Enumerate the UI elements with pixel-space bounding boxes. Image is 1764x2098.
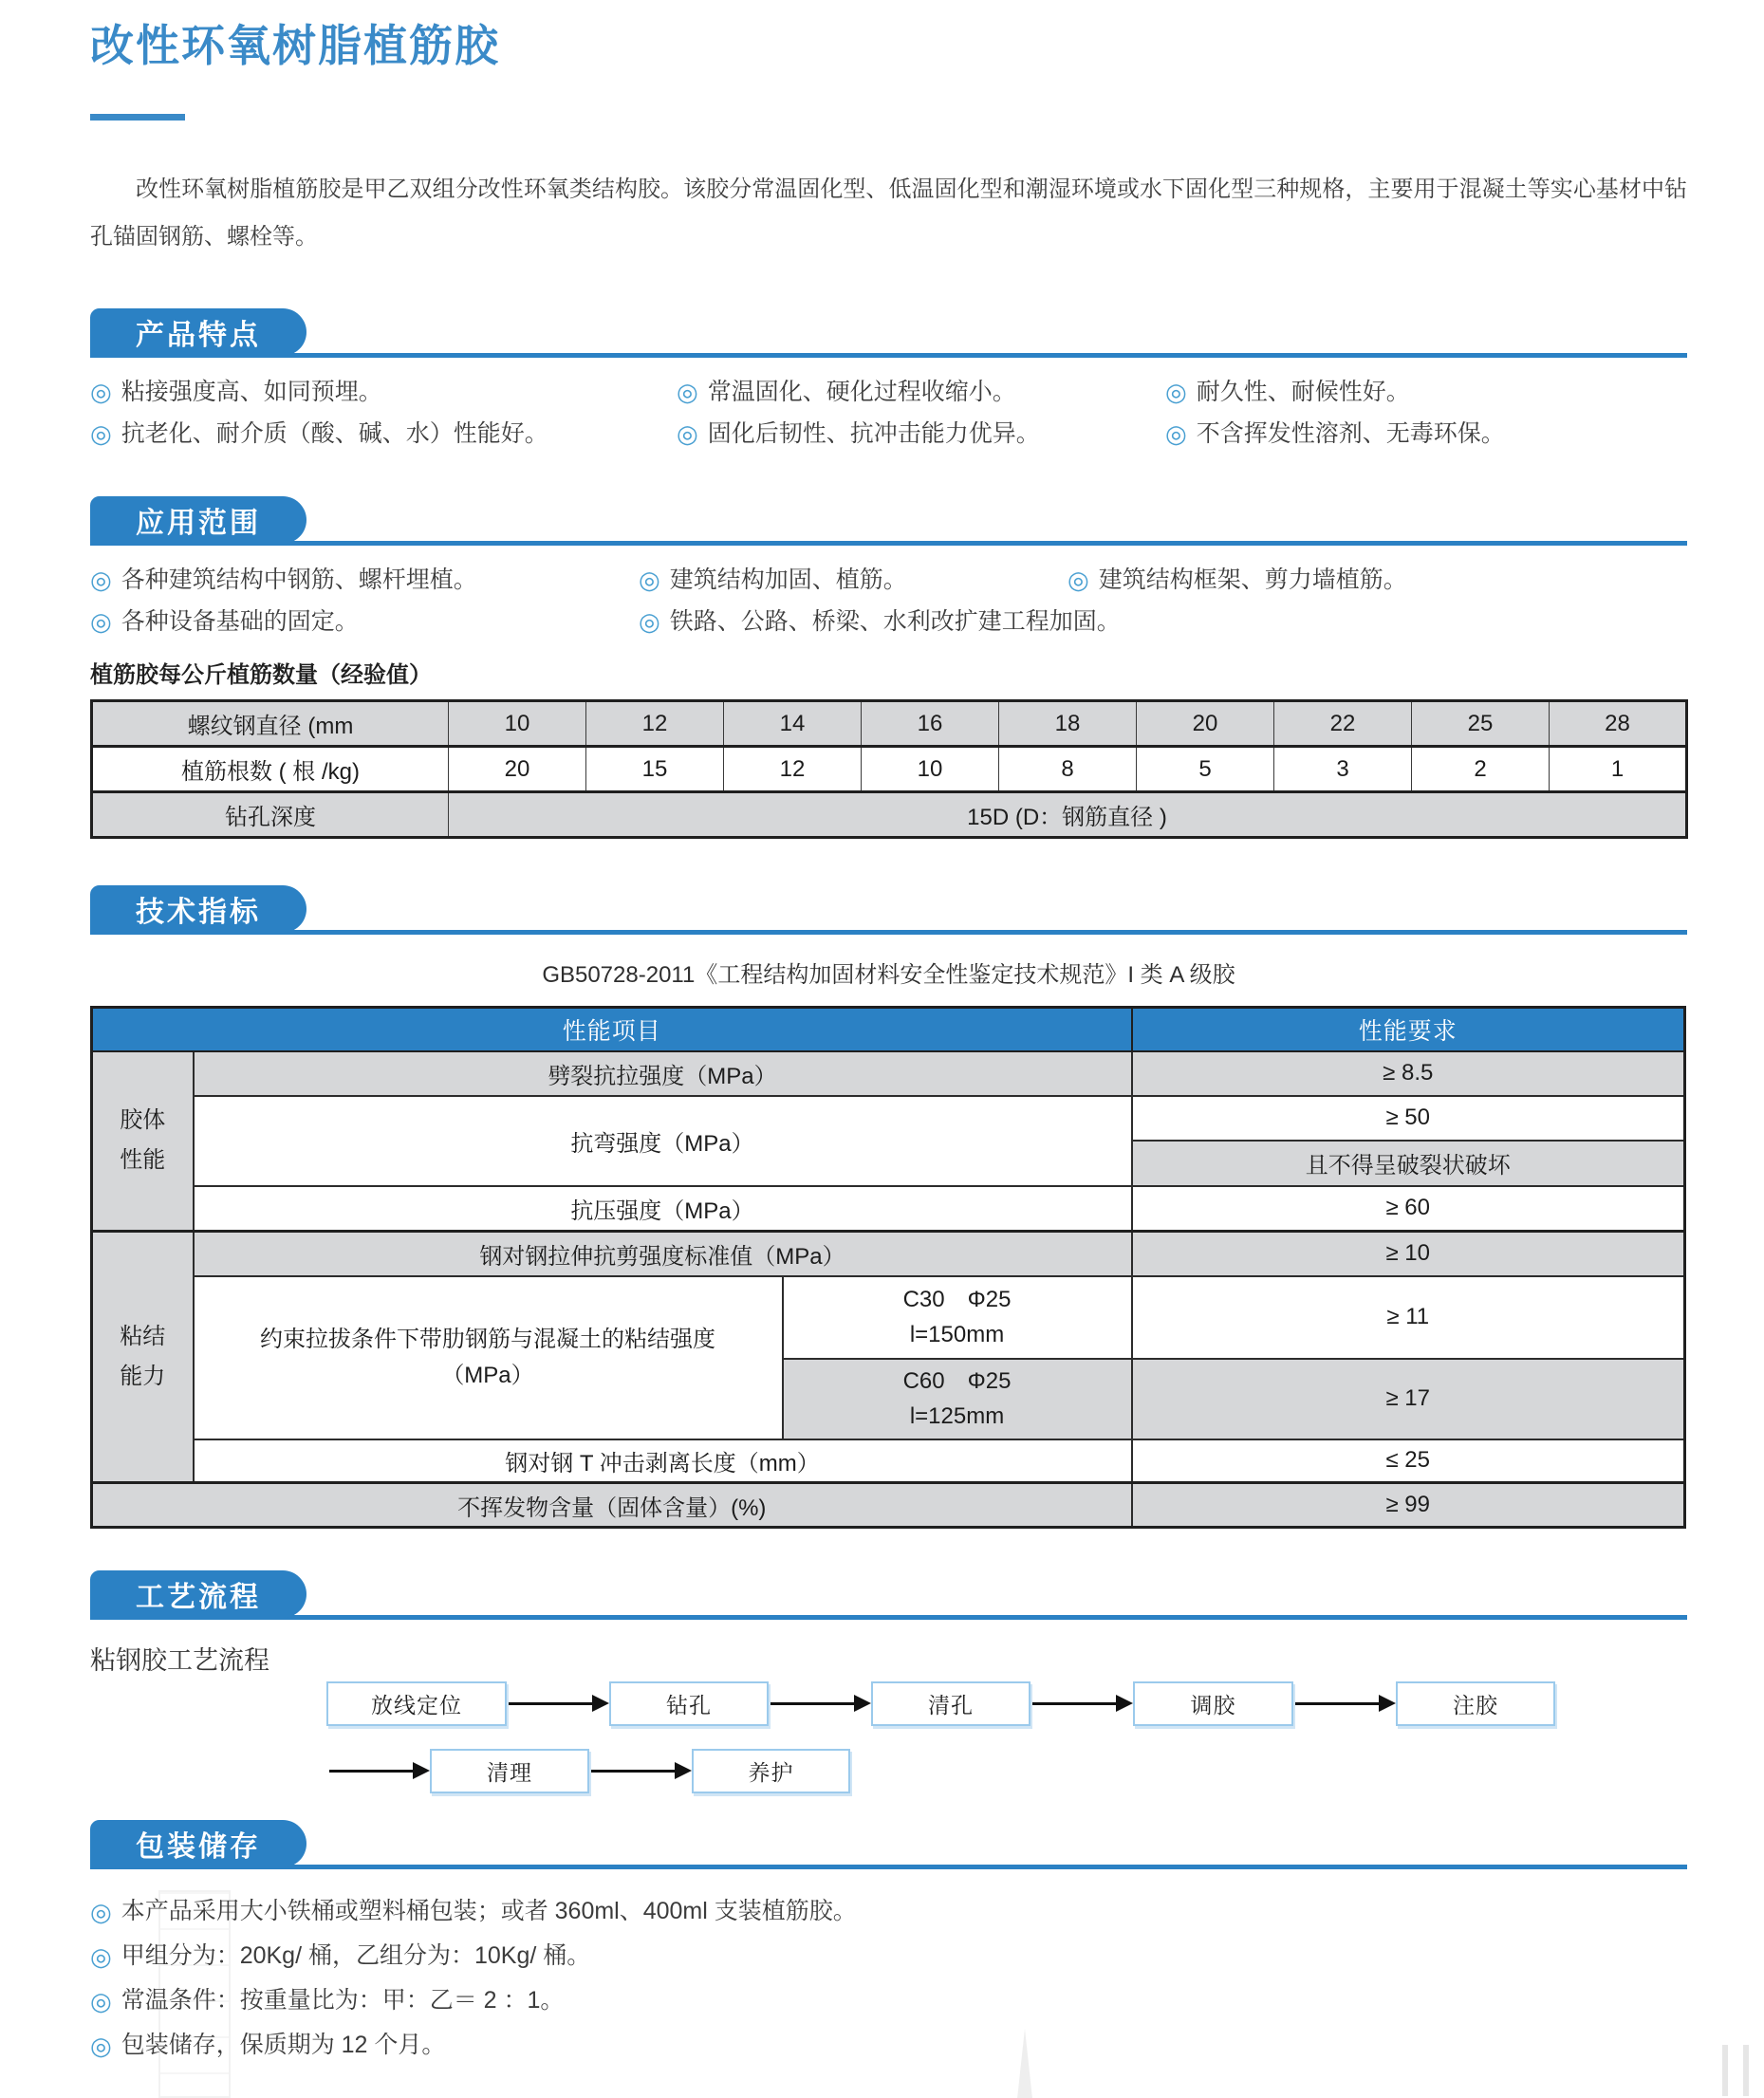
- watermark-structure-sketch: [158, 1890, 231, 2098]
- test-condition: [783, 1276, 1132, 1359]
- list-item: [90, 418, 677, 450]
- flow-step: 清孔: [871, 1681, 1031, 1726]
- flow-step: 清理: [430, 1749, 589, 1793]
- property-name: 抗弯强度（MPa）: [194, 1096, 1132, 1186]
- section-badge-features: 产品特点: [90, 308, 306, 356]
- list-item-text: 建筑结构加固、植筋。: [669, 566, 907, 593]
- section-header-features: [90, 307, 1687, 358]
- bullet-icon: ◎: [90, 2032, 112, 2060]
- list-item-text: 本产品采用大小铁桶或塑料桶包装；或者 360ml、400ml 支装植筋胶。: [121, 1898, 857, 1924]
- diameter-value: 18: [999, 701, 1137, 747]
- table-row: [92, 1232, 1685, 1276]
- table-row: [92, 1439, 1685, 1483]
- bullet-icon: ◎: [90, 419, 112, 448]
- standard-note: GB50728-2011《工程结构加固材料安全性鉴定技术规范》I 类 A 级胶: [542, 962, 1235, 988]
- list-item: [1165, 376, 1410, 408]
- table-row: [92, 1483, 1685, 1528]
- table-row: [92, 701, 1687, 747]
- list-item-text: 各种设备基础的固定。: [121, 608, 359, 635]
- group-label-bonding-ability: 粘结能力: [92, 1232, 194, 1483]
- depth-value: 15D (D：钢筋直径 ): [449, 792, 1687, 838]
- watermark-corner-marks: [1722, 2045, 1749, 2096]
- bullet-icon: ◎: [677, 378, 698, 406]
- list-item: [639, 564, 1068, 596]
- bullet-icon: ◎: [90, 1898, 112, 1926]
- condition-line2: l=125mm: [909, 1403, 1005, 1429]
- flow-arrow-icon: [327, 1762, 430, 1780]
- flow-arrow-icon: [589, 1762, 692, 1780]
- flow-step: 钻孔: [609, 1681, 769, 1726]
- requirement-value: ≥ 17: [1132, 1359, 1685, 1439]
- list-item: [1068, 564, 1407, 596]
- list-item-text: 耐久性、耐候性好。: [1196, 379, 1410, 405]
- section-rule: [90, 930, 1687, 935]
- process-flow-subtitle: 粘钢胶工艺流程: [90, 1646, 269, 1675]
- list-item-text: 各种建筑结构中钢筋、螺杆埋植。: [121, 566, 477, 593]
- section-header-tech: [90, 884, 1687, 935]
- bullet-icon: ◎: [90, 378, 112, 406]
- section-header-process: [90, 1569, 1687, 1620]
- list-item: [639, 605, 1121, 638]
- requirement-value: ≥ 8.5: [1132, 1051, 1685, 1096]
- section-badge-process: 工艺流程: [90, 1570, 306, 1618]
- count-value: 15: [586, 747, 724, 792]
- list-item-text: 铁路、公路、桥梁、水利改扩建工程加固。: [669, 608, 1121, 635]
- diameter-value: 25: [1412, 701, 1550, 747]
- section-header-packaging: [90, 1819, 1687, 1869]
- property-name-line1: 约束拉拔条件下带肋钢筋与混凝土的粘结强度: [260, 1326, 715, 1352]
- property-name: 不挥发物含量（固体含量）(%): [92, 1483, 1132, 1528]
- rebar-table-caption: 植筋胶每公斤植筋数量（经验值）: [90, 662, 432, 688]
- bullet-icon: ◎: [1165, 419, 1187, 448]
- applications-row-2: [90, 605, 1687, 638]
- count-value: 1: [1550, 747, 1687, 792]
- flow-arrow-icon: [1031, 1695, 1133, 1713]
- list-item-text: 常温固化、硬化过程收缩小。: [707, 379, 1016, 405]
- list-item-text: 抗老化、耐介质（酸、碱、水）性能好。: [121, 420, 548, 447]
- count-value: 3: [1274, 747, 1412, 792]
- bullet-icon: ◎: [90, 1942, 112, 1971]
- applications-list: [90, 564, 1687, 638]
- diameter-value: 12: [586, 701, 724, 747]
- condition-line2: l=150mm: [909, 1322, 1005, 1347]
- bullet-icon: ◎: [1068, 566, 1089, 594]
- requirement-note: 且不得呈破裂状破坏: [1132, 1141, 1685, 1186]
- section-rule: [90, 1615, 1687, 1620]
- bullet-icon: ◎: [639, 566, 660, 594]
- bullet-icon: ◎: [90, 607, 112, 636]
- section-rule: [90, 541, 1687, 546]
- count-value: 8: [999, 747, 1137, 792]
- table-row: [92, 1276, 1685, 1359]
- section-badge-tech: 技术指标: [90, 885, 306, 933]
- count-value: 5: [1137, 747, 1274, 792]
- requirement-value: ≥ 50: [1132, 1096, 1685, 1141]
- property-name: 劈裂抗拉强度（MPa）: [194, 1051, 1132, 1096]
- process-flow-row-1: [326, 1681, 1687, 1726]
- bullet-icon: ◎: [90, 1987, 112, 2015]
- packaging-row: [90, 1985, 1687, 2017]
- section-badge-packaging: 包装储存: [90, 1820, 306, 1867]
- bullet-icon: ◎: [90, 566, 112, 594]
- bullet-icon: ◎: [1165, 378, 1187, 406]
- features-row-1: [90, 376, 1687, 408]
- table-row: [92, 1096, 1685, 1141]
- table-row: [92, 1186, 1685, 1232]
- list-item: [677, 376, 1165, 408]
- title-underline-dash: [90, 114, 185, 121]
- diameter-value: 16: [862, 701, 999, 747]
- condition-line1: C30 Φ25: [902, 1287, 1012, 1312]
- row-header-count: 植筋根数 ( 根 /kg): [92, 747, 449, 792]
- list-item: [677, 418, 1165, 450]
- requirement-value: ≥ 99: [1132, 1483, 1685, 1528]
- requirement-value: ≥ 11: [1132, 1276, 1685, 1359]
- packaging-row: [90, 1896, 1687, 1928]
- count-value: 2: [1412, 747, 1550, 792]
- column-header-item: 性能项目: [92, 1008, 1132, 1051]
- diameter-value: 20: [1137, 701, 1274, 747]
- document-page: [90, 0, 1687, 2074]
- list-item: [1165, 418, 1505, 450]
- diameter-value: 14: [724, 701, 862, 747]
- requirement-value: ≥ 60: [1132, 1186, 1685, 1232]
- packaging-row: [90, 1940, 1687, 1973]
- property-name-line2: （MPa）: [441, 1362, 534, 1388]
- list-item-text: 甲组分为：20Kg/ 桶，乙组分为：10Kg/ 桶。: [121, 1942, 591, 1969]
- row-header-diameter: 螺纹钢直径 (mm: [92, 701, 449, 747]
- applications-row-1: [90, 564, 1687, 596]
- bullet-icon: ◎: [677, 419, 698, 448]
- features-row-2: [90, 418, 1687, 450]
- property-name: 钢对钢拉伸抗剪强度标准值（MPa）: [194, 1232, 1132, 1276]
- count-value: 12: [724, 747, 862, 792]
- table-row: [92, 792, 1687, 838]
- requirement-value: ≥ 10: [1132, 1232, 1685, 1276]
- page-title: 改性环氧树脂植筋胶: [90, 21, 500, 70]
- list-item: [90, 605, 639, 638]
- list-item-text: 固化后韧性、抗冲击能力优异。: [707, 420, 1040, 447]
- property-name: 抗压强度（MPa）: [194, 1186, 1132, 1232]
- flow-step: 注胶: [1396, 1681, 1555, 1726]
- flow-step: 养护: [692, 1749, 850, 1793]
- bullet-icon: ◎: [639, 607, 660, 636]
- flow-arrow-icon: [1293, 1695, 1396, 1713]
- condition-line1: C60 Φ25: [902, 1368, 1012, 1394]
- diameter-value: 10: [449, 701, 586, 747]
- list-item: [90, 564, 639, 596]
- flow-step: 放线定位: [326, 1681, 507, 1726]
- property-name: [194, 1276, 783, 1439]
- table-row: [92, 747, 1687, 792]
- list-item: [90, 2030, 445, 2062]
- section-badge-applications: 应用范围: [90, 496, 306, 544]
- table-row: [92, 1051, 1685, 1096]
- test-condition: [783, 1359, 1132, 1439]
- column-header-requirement: 性能要求: [1132, 1008, 1685, 1051]
- requirement-value: ≤ 25: [1132, 1439, 1685, 1483]
- count-value: 20: [449, 747, 586, 792]
- flow-arrow-icon: [507, 1695, 609, 1713]
- list-item-text: 包装储存，保质期为 12 个月。: [121, 2032, 446, 2058]
- group-label-adhesive-body: 胶体性能: [92, 1051, 194, 1232]
- count-value: 10: [862, 747, 999, 792]
- table-header-row: [92, 1008, 1685, 1051]
- features-list: [90, 376, 1687, 450]
- list-item-text: 常温条件：按重量比为：甲：乙＝ 2 ：1。: [121, 1987, 565, 2014]
- section-rule: [90, 1865, 1687, 1869]
- list-item-text: 建筑结构框架、剪力墙植筋。: [1098, 566, 1407, 593]
- tech-spec-table: [90, 1006, 1686, 1529]
- packaging-row: [90, 2030, 1687, 2062]
- flow-step: 调胶: [1133, 1681, 1293, 1726]
- process-flow-row-2: [327, 1749, 1687, 1793]
- section-header-applications: [90, 495, 1687, 546]
- list-item-text: 不含挥发性溶剂、无毒环保。: [1196, 420, 1505, 447]
- list-item-text: 粘接强度高、如同预埋。: [121, 379, 382, 405]
- rebar-count-table: [90, 699, 1688, 839]
- diameter-value: 22: [1274, 701, 1412, 747]
- list-item: [90, 376, 677, 408]
- property-name: 钢对钢 T 冲击剥离长度（mm）: [194, 1439, 1132, 1483]
- section-rule: [90, 353, 1687, 358]
- row-header-depth: 钻孔深度: [92, 792, 449, 838]
- flow-arrow-icon: [769, 1695, 871, 1713]
- diameter-value: 28: [1550, 701, 1687, 747]
- packaging-list: [90, 1896, 1687, 2062]
- intro-paragraph: 改性环氧树脂植筋胶是甲乙双组分改性环氧类结构胶。该胶分常温固化型、低温固化型和潮湿环境或水下固化型三种规格，主要用于混凝土等实心基材中钻孔锚固钢筋、螺栓等。: [90, 176, 1687, 250]
